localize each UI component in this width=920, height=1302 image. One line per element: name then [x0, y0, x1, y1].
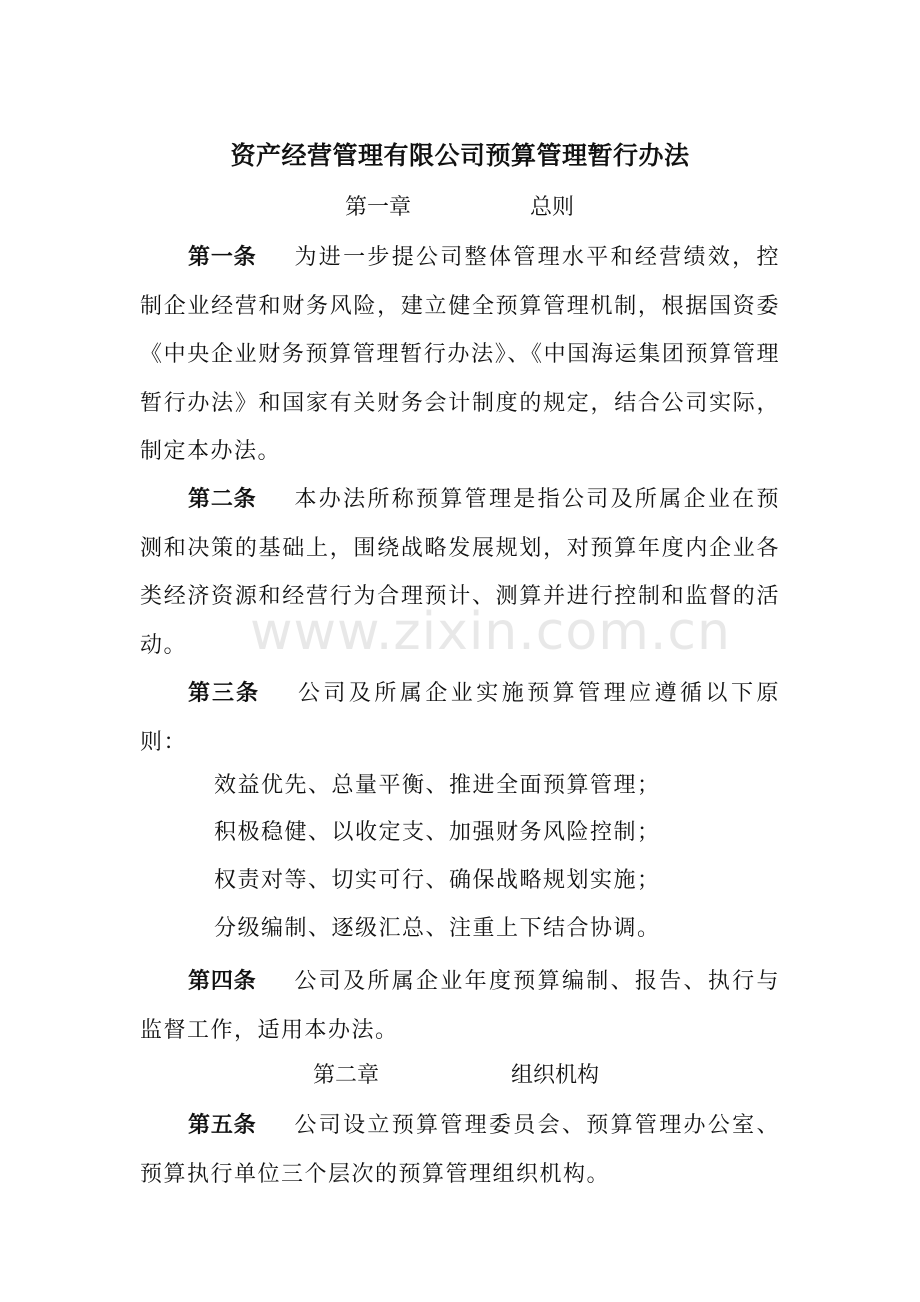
article-5 [140, 1102, 780, 1199]
article-1 [140, 234, 780, 477]
chapter-2-number: 第二章 [313, 1063, 380, 1088]
article-1-text: 为进一步提公司整体管理水平和经营绩效，控制企业经营和财务风险，建立健全预算管理机制，根据国资委《中央企业财务预算管理暂行办法》、《中国海运集团预算管理暂行办法》和国家有关财务会计制度的规定，结合公司实际，制定本办法。 [140, 245, 780, 464]
document-title: 资产经营管理有限公司预算管理暂行办法 [230, 141, 690, 170]
article-3-label: 第三条 [188, 681, 260, 706]
article-4-label: 第四条 [188, 969, 257, 994]
article-5-label: 第五条 [188, 1113, 257, 1138]
article-4-text: 公司及所属企业年度预算编制、报告、执行与监督工作，适用本办法。 [140, 969, 780, 1043]
chapter-1-name: 总则 [530, 195, 575, 220]
article-5-text: 公司设立预算管理委员会、预算管理办公室、预算执行单位三个层次的预算管理组织机构。 [140, 1113, 780, 1187]
principle-4: 分级编制、逐级汇总、注重上下结合协调。 [214, 916, 661, 941]
chapter-2-name: 组织机构 [511, 1063, 600, 1088]
article-3 [140, 670, 780, 767]
principle-1: 效益优先、总量平衡、推进全面预算管理； [214, 773, 661, 798]
article-2-label: 第二条 [188, 487, 257, 512]
site-watermark: www.zixin.com.cn [250, 602, 731, 662]
article-4 [140, 958, 780, 1055]
chapter-1-number: 第一章 [345, 195, 412, 220]
article-2-text: 本办法所称预算管理是指公司及所属企业在预测和决策的基础上，围绕战略发展规划，对预算年度内企业各类经济资源和经营行为合理预计、测算并进行控制和监督的活动。 [140, 487, 780, 658]
principle-2: 积极稳健、以收定支、加强财务风险控制； [214, 820, 661, 845]
principle-3: 权责对等、切实可行、确保战略规划实施； [214, 868, 661, 893]
article-1-label: 第一条 [188, 245, 257, 270]
article-3-text: 公司及所属企业实施预算管理应遵循以下原则： [140, 681, 780, 755]
